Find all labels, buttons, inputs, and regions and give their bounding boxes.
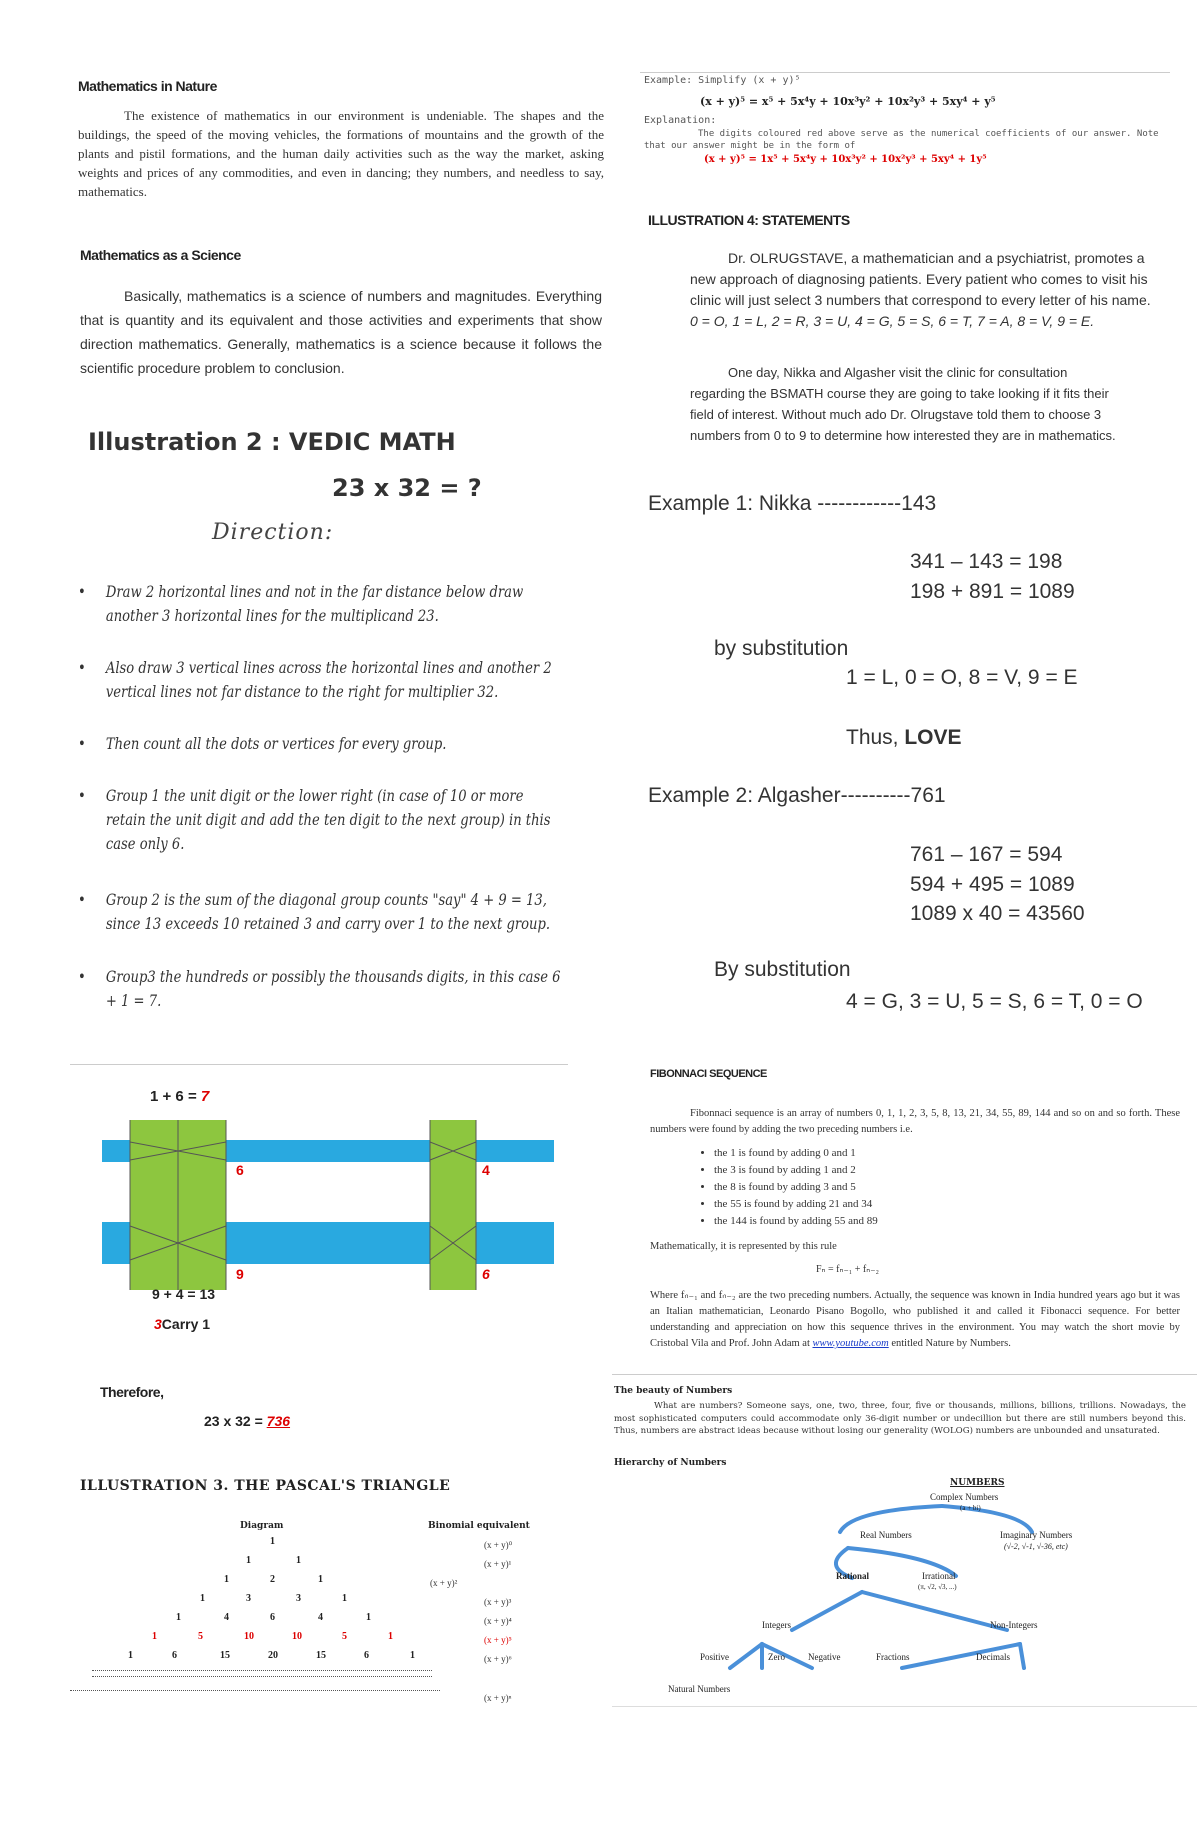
explanation-label: Explanation: (644, 115, 717, 126)
statements-para2: One day, Nikka and Algasher visit the clinic for consultation regarding the BSMATH course they are going to take looking if it fits their field of interest. Without much ado Dr. Olrugstave told them to choose 3 numbers from 0 to 9 to determine how interested they are in mathematics. (690, 365, 1116, 443)
statements-code: 0 = O, 1 = L, 2 = R, 3 = U, 4 = G, 5 = S, 6 = T, 7 = A, 8 = V, 9 = E. (690, 313, 1095, 329)
pascal-row (110, 1612, 410, 1631)
grid-group-right (430, 1120, 476, 1290)
fibonacci-list (700, 1145, 1014, 1230)
science-body: Basically, mathematics is a science of numbers and magnitudes. Everything that is quantity and its equivalent and those activities and experiments that show direction mathematics. Generally, mathematics is a science because it follows the scientific procedure problem to conclusion. (80, 288, 602, 376)
pascal-cell: 10 (244, 1631, 254, 1642)
tree-decimals: Decimals (976, 1652, 1010, 1662)
ex1-thus: Thus, LOVE (846, 726, 962, 749)
pascal-title: ILLUSTRATION 3. THE PASCAL'S TRIANGLE (80, 1478, 451, 1494)
ex1-sub: by substitution (714, 637, 849, 660)
pascal-cell: 1 (296, 1555, 301, 1566)
statements-title: ILLUSTRATION 4: STATEMENTS (648, 212, 850, 228)
pascal-cell: 1 (366, 1612, 371, 1623)
pascal-cell: 3 (246, 1593, 251, 1604)
example-line2: (x + y)⁵ = x⁵ + 5x⁴y + 10x³y² + 10x²y³ + 5xy⁴ + y⁵ (700, 95, 996, 108)
fibonacci-body: Where fₙ₋₁ and fₙ₋₂ are the two preceding numbers. Actually, the sequence was known in India hundred years ago but it was an Italian mathematician, Leonardo Pisano Bogollo, who published it and called it Fibonacci sequence. For better understanding and appreciation on how this sequence thrives in the environment. You may watch the short movie by Cristobal Vila and Prof. John Adam at www.youtube.com entitled Nature by Numbers. (650, 1290, 1180, 1349)
pascal-cell: 5 (198, 1631, 203, 1642)
example-line1: Example: Simplify (x + y)⁵ (644, 75, 801, 86)
fibonacci-title: FIBONNACI SEQUENCE (650, 1068, 767, 1080)
vedic-result: 23 x 32 = 736 (204, 1413, 291, 1429)
ex1-map: 1 = L, 0 = O, 8 = V, 9 = E (846, 666, 1078, 689)
vedic-problem: 23 x 32 = ? (332, 474, 482, 502)
pascal-row (110, 1536, 410, 1555)
tree-irrational: Irrational (922, 1571, 956, 1581)
count-bottom-right: 6 (482, 1266, 490, 1282)
pascal-cell: 1 (410, 1650, 415, 1661)
fibonacci-item: • the 8 is found by adding 3 and 5 (714, 1179, 1014, 1196)
divider (612, 1374, 1197, 1375)
fibonacci-item: • the 55 is found by adding 21 and 34 (714, 1196, 1014, 1213)
vedic-step: • Group 2 is the sum of the diagonal group counts "say" 4 + 9 = 13, since 13 exceeds 10 retained 3 and carry over 1 to the next group. (78, 888, 565, 965)
pascal-row (110, 1631, 410, 1650)
binomial: (x + y)⁰ (484, 1540, 513, 1550)
fibonacci-formula: Fₙ = fₙ₋₁ + fₙ₋₂ (816, 1264, 879, 1275)
pascal-row (110, 1555, 410, 1574)
pascal-cell: 1 (200, 1593, 205, 1604)
beauty-body: What are numbers? Someone says, one, two, three, four, five or thousands, millions, billions, trillions. Nowadays, the most sophisticated computers could accommodate only 36-digit number or undecillion but there are still numbers beyond this. Thus, numbers are abstract ideas because without losing our generality (WOLOG) numbers are unbounded and unsaturated. (614, 1401, 1186, 1436)
binomial: (x + y)² (430, 1578, 458, 1588)
pascal-cell: 4 (318, 1612, 323, 1623)
tree-real: Real Numbers (860, 1530, 912, 1540)
hierarchy-arrows (612, 1470, 1192, 1700)
tree-imaginary: Imaginary Numbers (1000, 1530, 1073, 1540)
fibonacci-intro: Fibonnaci sequence is an array of numbers 0, 1, 1, 2, 3, 5, 8, 13, 21, 34, 55, 89, 144 and so on and so forth. These numbers were found by adding the two preceding numbers i.e. (650, 1108, 1180, 1135)
pascal-cell: 1 (152, 1631, 157, 1642)
pascal-row (110, 1650, 415, 1669)
pascal-dots-line (70, 1690, 440, 1691)
count-top-right: 4 (482, 1162, 490, 1178)
tree-imaginary-ex: (√-2, √-1, √-36, etc) (1004, 1542, 1068, 1551)
binomial: (x + y)⁵ (484, 1635, 512, 1645)
vedic-step: • Draw 2 horizontal lines and not in the far distance below draw another 3 horizontal lines for the multiplicand 23. (78, 580, 565, 656)
pascal-cell: 1 (224, 1574, 229, 1585)
pascal-cell: 1 (128, 1650, 133, 1661)
pascal-cell: 3 (296, 1593, 301, 1604)
diagram-top-label: 1 + 6 = 7 (150, 1088, 210, 1105)
pascal-cell: 1 (246, 1555, 251, 1566)
divider (640, 72, 1170, 73)
tree-zero: Zero (768, 1652, 785, 1662)
vedic-steps (78, 580, 678, 1017)
pascal-binomial-header: Binomial equivalent (428, 1521, 530, 1531)
youtube-link[interactable]: www.youtube.com (812, 1338, 889, 1349)
pascal-binomials (430, 1536, 512, 1708)
pascal-cell: 6 (172, 1650, 177, 1661)
tree-complex: Complex Numbers (930, 1492, 999, 1502)
vedic-lines-diagram (100, 1110, 560, 1290)
statements-para1: Dr. OLRUGSTAVE, a mathematician and a psychiatrist, promotes a new approach of diagnosing patients. Every patient who comes to visit his clinic will just select 3 numbers that correspond to every letter of his name. (690, 250, 1151, 308)
tree-negative: Negative (808, 1652, 841, 1662)
explanation-body: The digits coloured red above serve as the numerical coefficients of our answer. Note that our answer might be in the form of (644, 129, 1159, 151)
nature-title: Mathematics in Nature (78, 78, 217, 94)
ex1-eq2: 198 + 891 = 1089 (910, 580, 1075, 603)
pascal-dots-line (92, 1670, 432, 1671)
ex2-eq1: 761 – 167 = 594 (910, 843, 1063, 866)
diagram-bottom-label: 9 + 4 = 13 (152, 1286, 216, 1302)
carry-label: 3Carry 1 (154, 1316, 211, 1332)
divider (612, 1706, 1197, 1707)
fibonacci-item: • the 1 is found by adding 0 and 1 (714, 1145, 1014, 1162)
divider (70, 1064, 568, 1065)
science-title: Mathematics as a Science (80, 247, 241, 263)
binomial: (x + y)⁶ (484, 1654, 512, 1664)
pascal-cell: 4 (224, 1612, 229, 1623)
ex1-head: Example 1: Nikka ------------143 (648, 492, 937, 515)
tree-rational: Rational (836, 1571, 870, 1581)
therefore-label: Therefore, (100, 1384, 164, 1400)
ex2-map: 4 = G, 3 = U, 5 = S, 6 = T, 0 = O (846, 990, 1143, 1013)
tree-integers: Integers (762, 1620, 791, 1630)
vedic-step: • Group 1 the unit digit or the lower right (in case of 10 or more retain the unit digit and add the ten digit to the next group) in this case only 6. (78, 784, 565, 888)
tree-natural: Natural Numbers (668, 1684, 731, 1694)
ex2-eq3: 1089 x 40 = 43560 (910, 902, 1085, 925)
count-bottom-left: 9 (236, 1266, 244, 1282)
binomial: (x + y)³ (484, 1597, 512, 1607)
binomial: (x + y)⁴ (484, 1616, 512, 1626)
tree-irrational-ex: (π, √2, √3, ...) (918, 1583, 957, 1591)
tree-positive: Positive (700, 1652, 730, 1662)
pascal-triangle (110, 1536, 415, 1669)
pascal-cell: 1 (176, 1612, 181, 1623)
nature-body: The existence of mathematics in our environment is undeniable. The shapes and the buildings, the speed of the moving vehicles, the formations of mountains and the growth of the plants and pistil formations, and the human daily activities such as the way the market, asking weights and prices of any commodities, and even in dancing; they numbers, and needless to say, mathematics. (78, 108, 604, 199)
ex1-eq1: 341 – 143 = 198 (910, 550, 1063, 573)
tree-fractions: Fractions (876, 1652, 910, 1662)
count-top-left: 6 (236, 1162, 244, 1178)
hierarchy-title: Hierarchy of Numbers (614, 1458, 727, 1468)
vedic-title: Illustration 2 : VEDIC MATH (88, 428, 456, 456)
fibonacci-item: • the 144 is found by adding 55 and 89 (714, 1213, 1014, 1230)
pascal-row (110, 1593, 410, 1612)
pascal-cell: 5 (342, 1631, 347, 1642)
pascal-cell: 15 (316, 1650, 326, 1661)
pascal-cell: 1 (270, 1536, 275, 1547)
ex2-sub: By substitution (714, 958, 851, 981)
fibonacci-rule-label: Mathematically, it is represented by this rule (650, 1241, 837, 1252)
pascal-cell: 6 (364, 1650, 369, 1661)
tree-complex-ex: (a + bi) (960, 1504, 981, 1512)
fibonacci-item: • the 3 is found by adding 1 and 2 (714, 1162, 1014, 1179)
pascal-cell: 1 (388, 1631, 393, 1642)
pascal-row (110, 1574, 410, 1593)
pascal-cell: 1 (342, 1593, 347, 1604)
vedic-step: • Then count all the dots or vertices for every group. (78, 732, 565, 784)
pascal-cell: 20 (268, 1650, 278, 1661)
ex2-head: Example 2: Algasher----------761 (648, 784, 946, 807)
example-line3: (x + y)⁵ = 1x⁵ + 5x⁴y + 10x³y² + 10x²y³ + 5xy⁴ + 1y⁵ (704, 154, 987, 165)
pascal-cell: 6 (270, 1612, 275, 1623)
ex2-eq2: 594 + 495 = 1089 (910, 873, 1075, 896)
binomial: (x + y)ⁿ (484, 1693, 512, 1703)
pascal-dots-line (92, 1676, 432, 1677)
pascal-cell: 2 (270, 1574, 275, 1585)
vedic-step: • Also draw 3 vertical lines across the horizontal lines and another 2 vertical lines not far distance to the right for multiplier 32. (78, 656, 565, 732)
beauty-title: The beauty of Numbers (614, 1386, 733, 1396)
pascal-diagram-header: Diagram (240, 1521, 284, 1531)
tree-root: NUMBERS (950, 1478, 1005, 1488)
binomial: (x + y)¹ (484, 1559, 512, 1569)
pascal-cell: 1 (318, 1574, 323, 1585)
pascal-cell: 15 (220, 1650, 230, 1661)
vedic-step: • Group3 the hundreds or possibly the thousands digits, in this case 6 + 1 = 7. (78, 965, 565, 1017)
pascal-cell: 10 (292, 1631, 302, 1642)
tree-non-integers: Non-Integers (990, 1620, 1038, 1630)
direction-label: Direction: (212, 520, 334, 545)
